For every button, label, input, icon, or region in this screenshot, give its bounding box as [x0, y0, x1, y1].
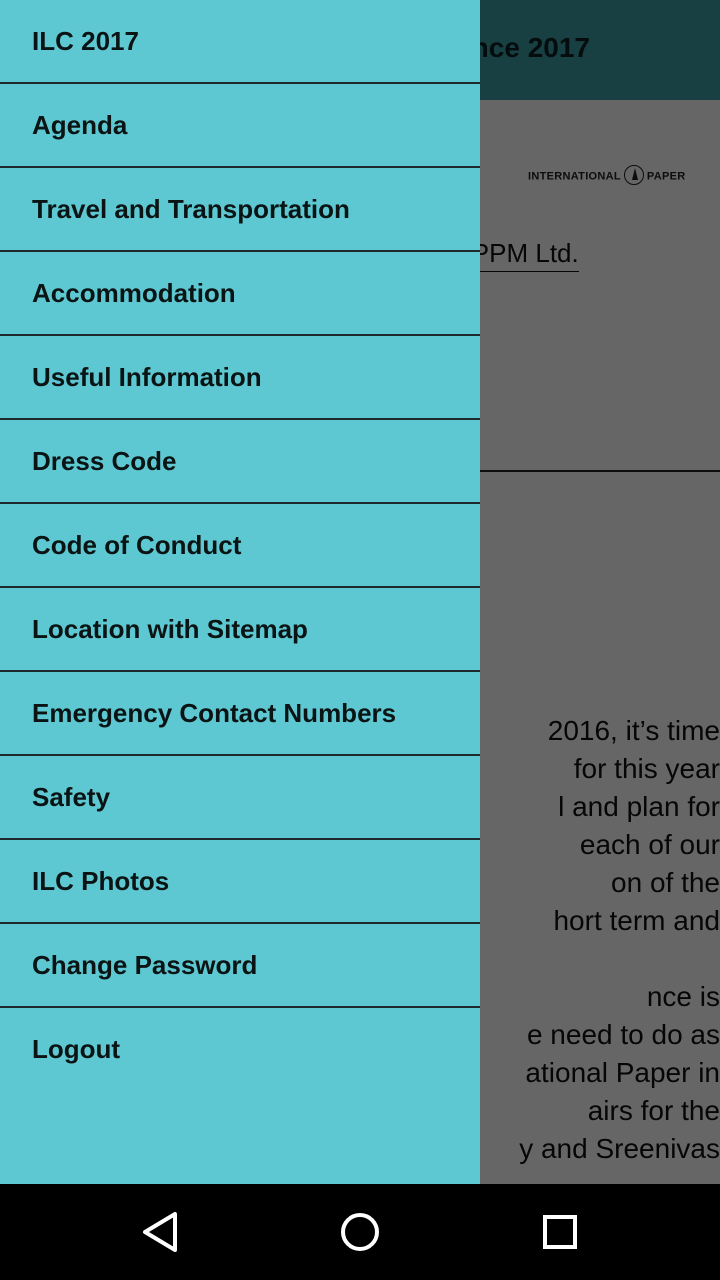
back-triangle-icon: [140, 1210, 180, 1254]
menu-item-ilc-2017[interactable]: ILC 2017: [0, 0, 480, 84]
system-navigation-bar: [0, 1184, 720, 1280]
back-button[interactable]: [130, 1202, 190, 1262]
menu-item-change-password[interactable]: Change Password: [0, 924, 480, 1008]
menu-item-travel-and-transportation[interactable]: Travel and Transportation: [0, 168, 480, 252]
menu-item-location-with-sitemap[interactable]: Location with Sitemap: [0, 588, 480, 672]
menu-item-emergency-contact-numbers[interactable]: Emergency Contact Numbers: [0, 672, 480, 756]
recents-button[interactable]: [530, 1202, 590, 1262]
menu-item-accommodation[interactable]: Accommodation: [0, 252, 480, 336]
menu-item-agenda[interactable]: Agenda: [0, 84, 480, 168]
menu-item-dress-code[interactable]: Dress Code: [0, 420, 480, 504]
home-circle-icon: [338, 1210, 382, 1254]
home-button[interactable]: [330, 1202, 390, 1262]
menu-item-ilc-photos[interactable]: ILC Photos: [0, 840, 480, 924]
recents-square-icon: [540, 1212, 580, 1252]
menu-item-safety[interactable]: Safety: [0, 756, 480, 840]
menu-item-useful-information[interactable]: Useful Information: [0, 336, 480, 420]
menu-item-code-of-conduct[interactable]: Code of Conduct: [0, 504, 480, 588]
menu-item-logout[interactable]: Logout: [32, 1033, 121, 1064]
